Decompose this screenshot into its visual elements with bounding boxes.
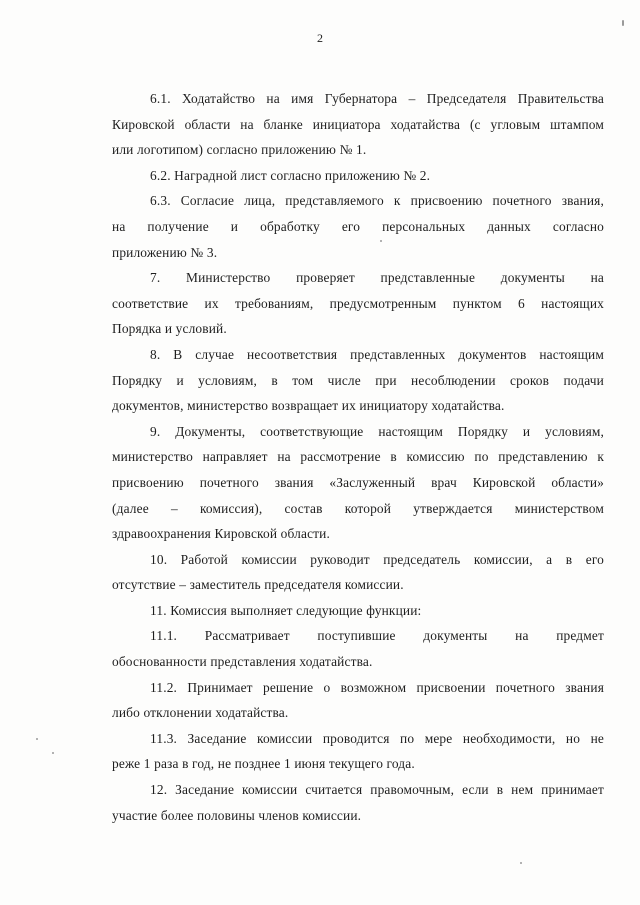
text-line: 11. Комиссия выполняет следующие функции: <box>150 602 422 618</box>
text-line: Порядка и условий. <box>112 321 227 337</box>
paragraph <box>112 419 604 547</box>
text-line: Порядку и условиям, в том числе при несоблюдении сроков подачи <box>112 372 604 388</box>
text-line: (далее – комиссия), состав которой утверждается министерством <box>112 500 604 516</box>
paragraph <box>112 777 604 828</box>
text-line: 11.3. Заседание комиссии проводится по мере необходимости, но не <box>150 730 604 746</box>
paragraph <box>112 188 604 265</box>
paragraph <box>112 598 604 624</box>
text-line: либо отклонении ходатайства. <box>112 705 289 721</box>
text-line: обоснованности представления ходатайства. <box>112 654 373 670</box>
text-line: на получение и обработку его персональных данных согласно <box>112 218 604 234</box>
scan-speck <box>36 738 38 740</box>
text-line: 6.3. Согласие лица, представляемого к присвоению почетного звания, <box>150 193 604 209</box>
text-line: соответствие их требованиям, предусмотренным пунктом 6 настоящих <box>112 295 604 311</box>
text-line: или логотипом) согласно приложению № 1. <box>112 142 367 158</box>
paragraph <box>112 342 604 419</box>
text-line: 6.1. Ходатайство на имя Губернатора – Председателя Правительства <box>150 91 604 106</box>
text-line: министерство направляет на рассмотрение в комиссию по представлению к <box>112 449 604 465</box>
text-line: 11.1. Рассматривает поступившие документы на предмет <box>150 628 604 644</box>
text-line: 9. Документы, соответствующие настоящим Порядку и условиям, <box>150 423 604 439</box>
paragraph <box>112 265 604 342</box>
paragraph <box>112 675 604 726</box>
text-line: 12. Заседание комиссии считается правомочным, если в нем принимает <box>150 782 604 798</box>
text-line: приложению № 3. <box>112 244 218 260</box>
paragraph <box>112 163 604 189</box>
text-line: 6.2. Наградной лист согласно приложению № 2. <box>150 167 431 183</box>
text-line: здравоохранения Кировской области. <box>112 526 330 542</box>
text-line: Кировской области на бланке инициатора ходатайства (с угловым штампом <box>112 116 604 132</box>
text-line: документов, министерство возвращает их инициатору ходатайства. <box>112 398 505 414</box>
text-line: реже 1 раза в год, не позднее 1 июня текущего года. <box>112 756 415 772</box>
text-line: 11.2. Принимает решение о возможном присвоении почетного звания <box>150 679 604 695</box>
scan-speck <box>622 20 624 26</box>
text-line: 10. Работой комиссии руководит председатель комиссии, а в его <box>150 551 604 567</box>
document-body <box>112 86 604 828</box>
text-line: 7. Министерство проверяет представленные документы на <box>150 270 604 286</box>
text-line: отсутствие – заместитель председателя комиссии. <box>112 577 404 593</box>
scan-speck <box>380 240 382 242</box>
scan-speck <box>52 752 54 754</box>
text-line: присвоению почетного звания «Заслуженный врач Кировской области» <box>112 474 604 490</box>
paragraph <box>112 86 604 163</box>
paragraph <box>112 547 604 598</box>
paragraph <box>112 623 604 674</box>
page-number: 2 <box>317 31 323 45</box>
paragraph <box>112 726 604 777</box>
text-line: 8. В случае несоответствия представленных документов настоящим <box>150 346 604 362</box>
scan-speck <box>520 862 522 864</box>
text-line: участие более половины членов комиссии. <box>112 807 362 823</box>
